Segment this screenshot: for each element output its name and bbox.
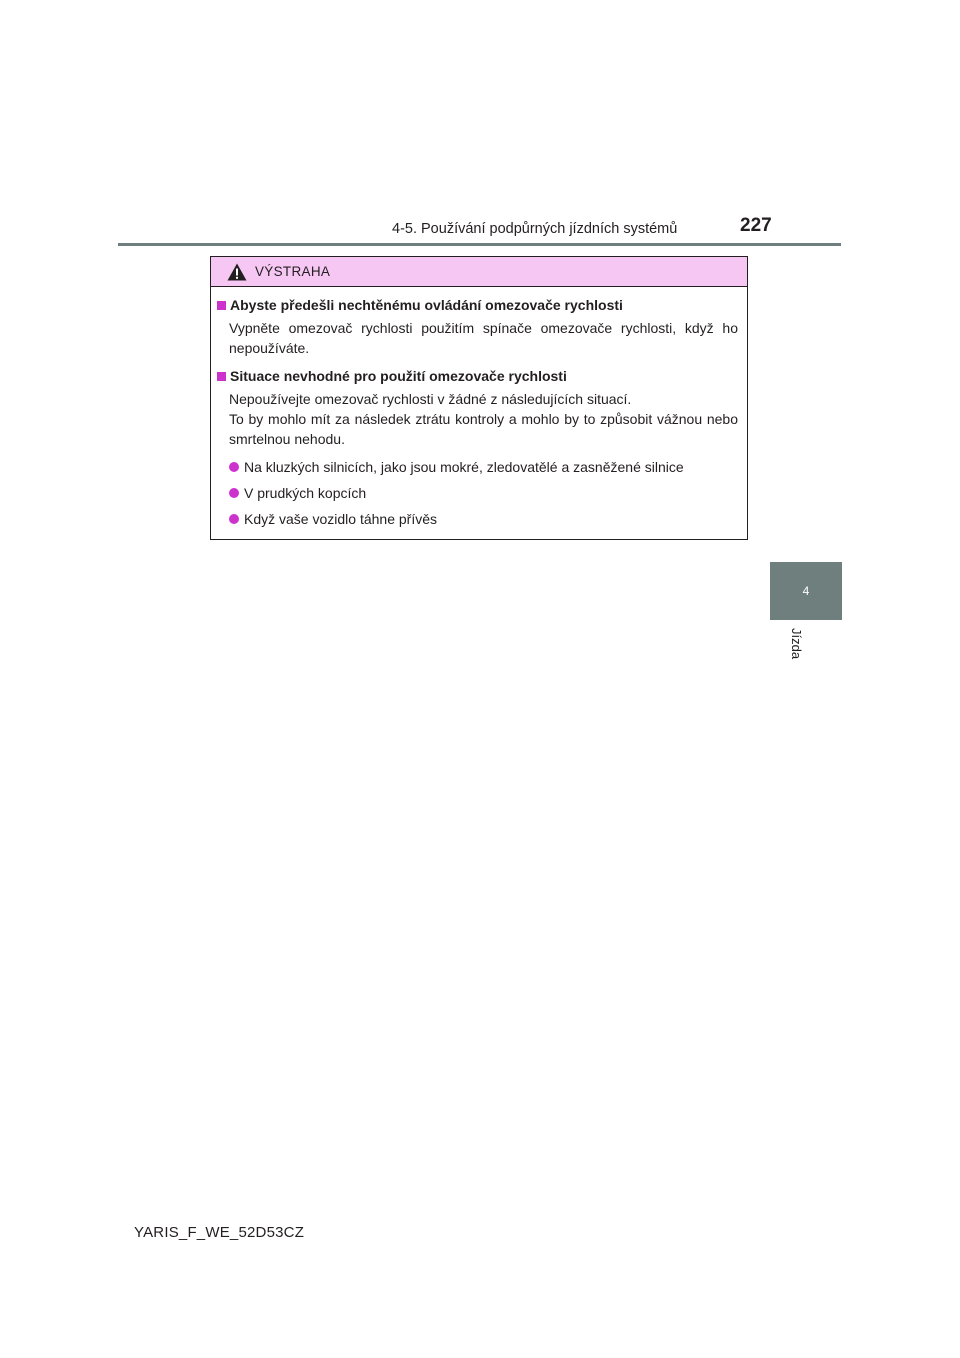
warning-body	[211, 287, 747, 529]
round-bullet-icon	[229, 488, 239, 498]
warning-label: VÝSTRAHA	[255, 264, 331, 279]
list-item-text: Když vaše vozidlo táhne přívěs	[244, 511, 437, 527]
square-bullet-icon	[217, 301, 226, 310]
list-item	[229, 509, 738, 529]
section-paragraph: Nepoužívejte omezovač rychlosti v žádné z následujících situací.	[229, 391, 632, 407]
list-item-text: V prudkých kopcích	[244, 485, 367, 501]
section-paragraph: Vypněte omezovač rychlosti použitím spínače omezovače rychlosti, když ho nepoužíváte.	[229, 320, 738, 356]
section-paragraph: To by mohlo mít za následek ztrátu kontroly a mohlo by to způsobit vážnou nebo smrtelnou nehodu.	[229, 411, 738, 447]
warning-header	[211, 257, 747, 287]
warning-triangle-icon	[227, 263, 247, 281]
section-heading-text: Abyste předešli nechtěnému ovládání omezovače rychlosti	[230, 297, 623, 313]
warning-section	[217, 366, 738, 529]
header-divider	[118, 243, 841, 246]
section-heading-text: Situace nevhodné pro použití omezovače rychlosti	[230, 368, 567, 384]
section-heading	[217, 366, 738, 386]
list-item-text: Na kluzkých silnicích, jako jsou mokré, zledovatělé a zasněžené silnice	[244, 459, 684, 475]
chapter-label: Jízda	[789, 628, 804, 660]
list-item	[229, 457, 738, 477]
list-item	[229, 483, 738, 503]
warning-box	[210, 256, 748, 540]
round-bullet-icon	[229, 514, 239, 524]
document-code: YARIS_F_WE_52D53CZ	[134, 1224, 305, 1241]
square-bullet-icon	[217, 372, 226, 381]
section-heading	[217, 295, 738, 315]
chapter-tab: 4	[770, 562, 842, 620]
warning-section	[217, 295, 738, 358]
situation-list	[217, 457, 738, 529]
page-number: 227	[740, 215, 772, 236]
round-bullet-icon	[229, 462, 239, 472]
header-section-title: 4-5. Používání podpůrných jízdních systémů	[392, 221, 678, 237]
